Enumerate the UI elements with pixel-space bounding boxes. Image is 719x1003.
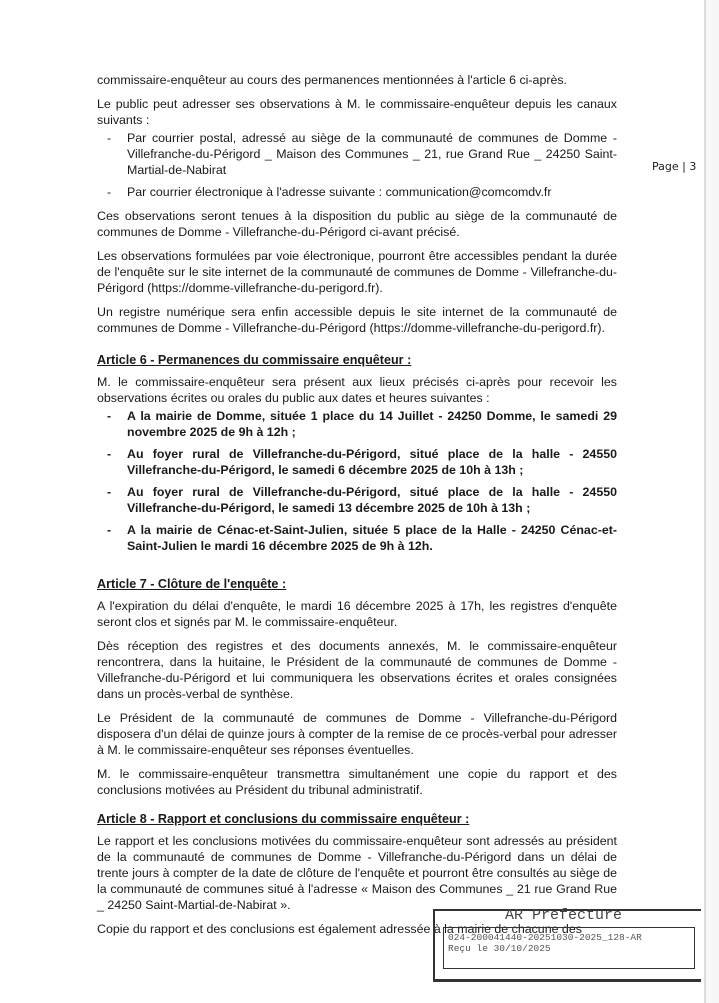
article-6 <box>97 352 617 560</box>
list-item-text: Au foyer rural de Villefranche-du-Périgord, situé place de la halle - 24550 Villefranche-du-Périgord, le samedi 6 décembre 2025 de 10h à 13h ; <box>127 447 617 477</box>
list-item-text: Au foyer rural de Villefranche-du-Périgord, situé place de la halle - 24550 Villefranche-du-Périgord, le samedi 13 décembre 2025 de 10h à 13h ; <box>127 485 617 515</box>
paragraph: M. le commissaire-enquêteur transmettra simultanément une copie du rapport et des conclusions motivées au Président du tribunal administratif. <box>97 767 617 797</box>
paragraph: commissaire-enquêteur au cours des permanences mentionnées à l'article 6 ci-après. <box>97 73 567 87</box>
article-heading: Article 8 - Rapport et conclusions du commissaire enquêteur : <box>97 812 470 826</box>
paragraph: Les observations formulées par voie électronique, pourront être accessibles pendant la durée de l'enquête sur le site internet de la communauté de communes de Domme - Villefranche-du-Périgord (https://domme-villefranche-du-perigord.fr). <box>97 249 617 295</box>
paragraph: Ces observations seront tenues à la disposition du public au siège de la communauté de communes de Domme - Villefranche-du-Périgord ci-avant précisé. <box>97 209 617 239</box>
list-item-text: Par courrier électronique à l'adresse suivante : communication@comcomdv.fr <box>127 185 552 199</box>
list-item: - Par courrier électronique à l'adresse suivante : communication@comcomdv.fr <box>107 185 552 199</box>
list-item: - A la mairie de Cénac-et-Saint-Julien, située 5 place de la Halle - 24250 Cénac-et-Saint-Julien le mardi 16 décembre 2025 de 9h à 12h. <box>107 523 617 553</box>
page-number: Page | 3 <box>652 160 697 173</box>
paragraph: Un registre numérique sera enfin accessible depuis le site internet de la communauté de communes de Domme - Villefranche-du-Périgord (https://domme-villefranche-du-perigord.fr). <box>97 305 617 335</box>
paragraph: Copie du rapport et des conclusions est également adressée à la mairie de chacune des <box>97 922 582 936</box>
list-item-text: Par courrier postal, adressé au siège de la communauté de communes de Domme - Villefranche-du-Périgord _ Maison des Communes _ 21, rue Grand Rue _ 24250 Saint-Martial-de-Nabirat <box>127 131 617 177</box>
article-7 <box>97 576 617 806</box>
paragraph: Le Président de la communauté de communes de Domme - Villefranche-du-Périgord disposera d'un délai de quinze jours à compter de la remise de ce procès-verbal pour adresser à M. le commissaire-enquêteur ses réponses éventuelles. <box>97 711 617 757</box>
article-heading: Article 7 - Clôture de l'enquête : <box>97 577 287 591</box>
intro-section <box>97 72 617 344</box>
prefecture-stamp <box>433 909 701 982</box>
paragraph: Le rapport et les conclusions motivées du commissaire-enquêteur sont adressés au président de la communauté de communes de Domme - Villefranche-du-Périgord dans un délai de trente jours à compter de la date de clôture de l'enquête et pourront être consultés au siège de la communauté de communes situé à l'adresse « Maison des Communes _ 21 rue Grand Rue _ 24250 Saint-Martial-de-Nabirat ». <box>97 834 617 912</box>
paragraph: Le public peut adresser ses observations à M. le commissaire-enquêteur depuis les canaux suivants : <box>97 97 617 127</box>
scan-margin <box>706 0 719 1003</box>
article-heading: Article 6 - Permanences du commissaire enquêteur : <box>97 353 412 367</box>
paragraph: Dès réception des registres et des documents annexés, M. le commissaire-enquêteur rencontrera, dans la huitaine, le Président de la communauté de communes de Domme - Villefranche-du-Périgord et lui communiquera les observations écrites et orales consignées dans un procès-verbal de synthèse. <box>97 639 617 701</box>
stamp-title: AR Prefecture <box>505 907 623 924</box>
stamp-box <box>443 927 695 969</box>
list-item: - Au foyer rural de Villefranche-du-Périgord, situé place de la halle - 24550 Villefranche-du-Périgord, le samedi 13 décembre 2025 de 10h à 13h ; <box>107 485 617 515</box>
list-item-text: A la mairie de Domme, située 1 place du 14 Juillet - 24250 Domme, le samedi 29 novembre 2025 de 9h à 12h ; <box>127 409 617 439</box>
stamp-received: Reçu le 30/10/2025 <box>448 943 551 954</box>
stamp-id: 024-200041440-20251030-2025_128-AR <box>448 932 642 943</box>
list-item: - Au foyer rural de Villefranche-du-Périgord, situé place de la halle - 24550 Villefranche-du-Périgord, le samedi 6 décembre 2025 de 10h à 13h ; <box>107 447 617 477</box>
list-item: - Par courrier postal, adressé au siège de la communauté de communes de Domme - Villefranche-du-Périgord _ Maison des Communes _ 21, rue Grand Rue _ 24250 Saint-Martial-de-Nabirat <box>107 131 617 177</box>
list-item: - A la mairie de Domme, située 1 place du 14 Juillet - 24250 Domme, le samedi 29 novembre 2025 de 9h à 12h ; <box>107 409 617 439</box>
list-item-text: A la mairie de Cénac-et-Saint-Julien, située 5 place de la Halle - 24250 Cénac-et-Saint-Julien le mardi 16 décembre 2025 de 9h à 12h. <box>127 523 617 553</box>
paragraph: M. le commissaire-enquêteur sera présent aux lieux précisés ci-après pour recevoir les observations écrites ou orales du public aux dates et heures suivantes : <box>97 375 617 405</box>
paragraph: A l'expiration du délai d'enquête, le mardi 16 décembre 2025 à 17h, les registres d'enquête seront clos et signés par M. le commissaire-enquêteur. <box>97 599 617 629</box>
